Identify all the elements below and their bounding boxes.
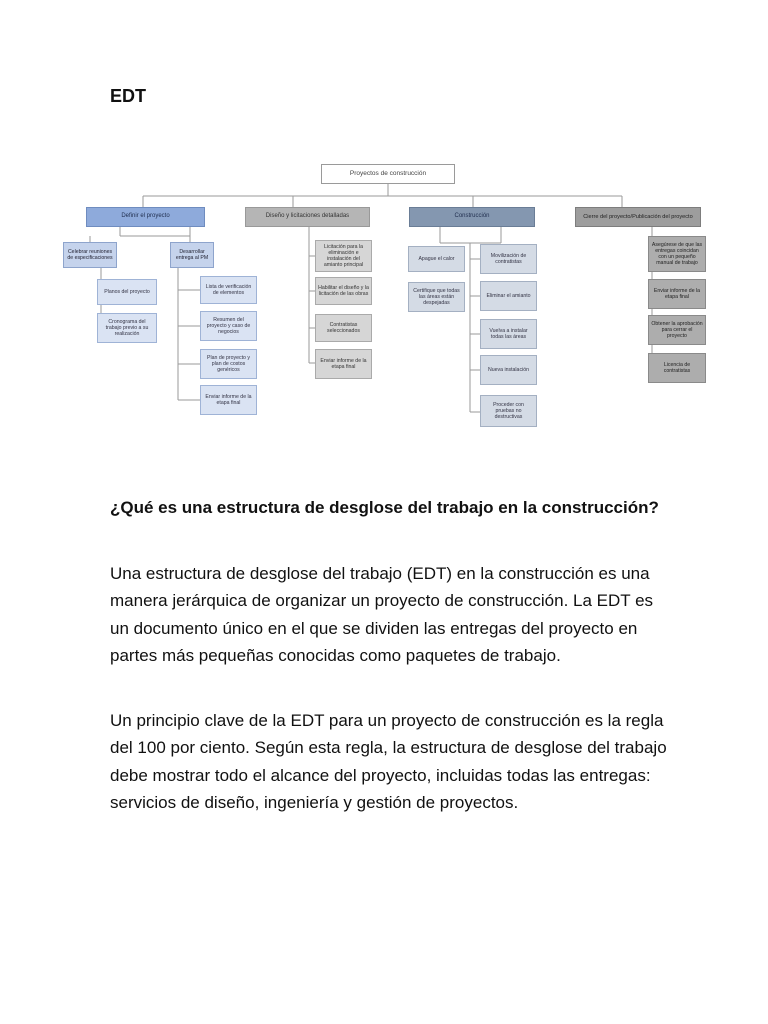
- wbs-node-pm-delivery: Desarrollar entrega al PM: [170, 242, 214, 268]
- wbs-leaf: Movilización de contratistas: [480, 244, 537, 274]
- wbs-root: Proyectos de construcción: [321, 164, 455, 184]
- wbs-leaf: Vuelva a instalar todas las áreas: [480, 319, 537, 349]
- wbs-leaf: Apague el calor: [408, 246, 465, 272]
- wbs-leaf: Contratistas seleccionados: [315, 314, 372, 342]
- wbs-leaf: Asegúrese de que las entregas coincidan con un pequeño manual de trabajo: [648, 236, 706, 272]
- page-title: EDT: [110, 86, 146, 106]
- wbs-leaf: Cronograma del trabajo previo a su realización: [97, 313, 157, 343]
- paragraph: Una estructura de desglose del trabajo (EDT) en la construcción es una manera jerárquica de organizar un proyecto de construcción. La EDT es un documento único en el que se dividen las entregas del proyecto en partes más pequeñas conocidas como paquetes de trabajo.: [110, 564, 654, 665]
- connector-lines: [80, 158, 720, 430]
- wbs-leaf: Enviar informe de la etapa final: [315, 349, 372, 379]
- wbs-leaf: Enviar informe de la etapa final: [200, 385, 257, 415]
- wbs-diagram: [67, 158, 720, 430]
- section-heading: ¿Qué es una estructura de desglose del trabajo en la construcción?: [110, 498, 659, 517]
- wbs-leaf: Licitación para la eliminación e instalación del amianto principal: [315, 240, 372, 272]
- wbs-node-meetings: Celebrar reuniones de especificaciones: [63, 242, 117, 268]
- wbs-leaf: Plan de proyecto y plan de costos genéricos: [200, 349, 257, 379]
- wbs-leaf: Nueva instalación: [480, 355, 537, 385]
- wbs-branch-closure: Cierre del proyecto/Publicación del proyecto: [575, 207, 701, 227]
- wbs-leaf: Habilitar el diseño y la licitación de las obras: [315, 277, 372, 305]
- wbs-branch-design: Diseño y licitaciones detalladas: [245, 207, 370, 227]
- wbs-leaf: Lista de verificación de elementos: [200, 276, 257, 304]
- wbs-leaf: Planos del proyecto: [97, 279, 157, 305]
- paragraph: Un principio clave de la EDT para un proyecto de construcción es la regla del 100 por ciento. Según esta regla, la estructura de desglose del trabajo debe mostrar todo el alcance del proyecto, incluidas todas las entregas: servicios de diseño, ingeniería y gestión de proyectos.: [110, 711, 667, 812]
- wbs-leaf: Obtener la aprobación para cerrar el proyecto: [648, 315, 706, 345]
- wbs-leaf: Proceder con pruebas no destructivas: [480, 395, 537, 427]
- wbs-leaf: Licencia de contratistas: [648, 353, 706, 383]
- wbs-branch-define: Definir el proyecto: [86, 207, 205, 227]
- wbs-leaf: Certifique que todas las áreas están despejadas: [408, 282, 465, 312]
- wbs-leaf: Resumen del proyecto y caso de negocios: [200, 311, 257, 341]
- wbs-branch-construction: Construcción: [409, 207, 535, 227]
- wbs-leaf: Enviar informe de la etapa final: [648, 279, 706, 309]
- wbs-leaf: Eliminar el amianto: [480, 281, 537, 311]
